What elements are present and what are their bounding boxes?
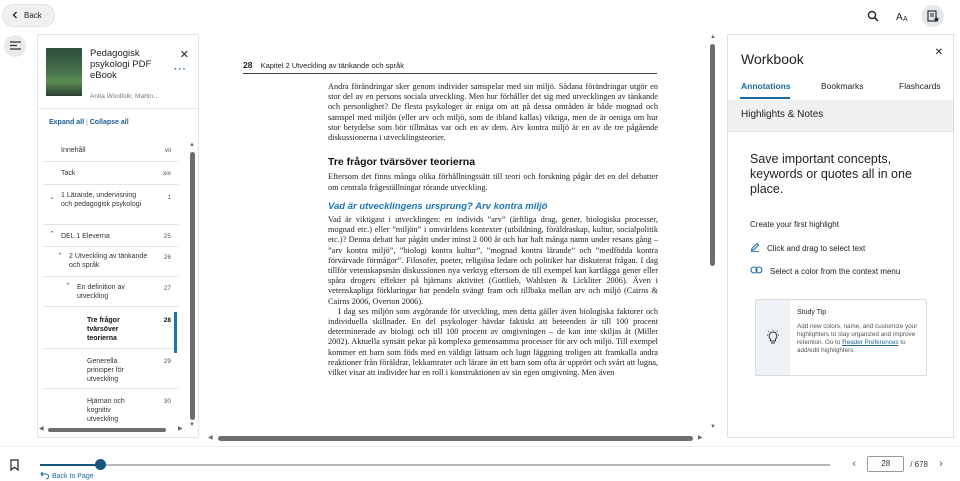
chevron-up-icon[interactable]: ⌃ [57, 253, 63, 260]
svg-text:A: A [903, 16, 908, 23]
close-icon[interactable]: ✕ [934, 47, 943, 58]
top-bar [0, 0, 960, 32]
tab-bookmarks[interactable]: Bookmarks [821, 81, 864, 91]
reader-vertical-scrollbar[interactable] [710, 44, 715, 266]
back-to-page-link[interactable]: Back to Page [40, 471, 94, 481]
step-color: Select a color from the context menu [750, 266, 900, 276]
section-heading: Tre frågor tvärsöver teorierna [328, 156, 476, 169]
search-icon[interactable] [862, 5, 884, 27]
study-tip-card [755, 299, 927, 376]
svg-text:A: A [896, 12, 903, 23]
toc-item[interactable]: ⌃ DEL 1 Eleverna 25 [43, 225, 179, 247]
previous-page-button[interactable]: ‹ [852, 458, 857, 470]
workbook-icon[interactable] [922, 5, 944, 27]
toc-item-current[interactable]: Tre frågor tvärsöver teorierna 28 [43, 307, 179, 349]
pencil-icon [750, 242, 760, 254]
back-button[interactable] [2, 4, 55, 27]
page-navigation [847, 456, 948, 472]
tab-flashcards[interactable]: Flashcards [899, 81, 941, 91]
create-highlight-label: Create your first highlight [750, 220, 839, 229]
reader-scroll-left-icon[interactable]: ◀ [208, 435, 213, 441]
workbook-tabs [728, 79, 953, 99]
reader-preferences-link[interactable]: Reader Preferences [842, 339, 899, 346]
paragraph: Eftersom det finns många olika förhållningssätt till teori och forskning pågår det en del debatter om centrala frågeställningar rörande utveckling. [328, 172, 658, 192]
more-options-icon[interactable]: ··· [174, 64, 187, 75]
toc-scroll-left-icon[interactable]: ◀ [39, 426, 44, 432]
lightbulb-icon [756, 300, 790, 375]
book-header [38, 35, 198, 109]
toc-scroll-up-icon[interactable]: ▲ [189, 142, 195, 148]
highlights-notes-header [728, 100, 953, 132]
divider: | [85, 119, 88, 126]
empty-state-message: Save important concepts, keywords or quotes all in one place. [750, 152, 912, 196]
page-body[interactable] [328, 82, 658, 378]
header-rule [243, 73, 657, 74]
font-size-icon[interactable] [892, 5, 914, 27]
reader-horizontal-scrollbar[interactable] [218, 436, 693, 441]
toc-item[interactable]: ⌃ En definition av utveckling 27 [43, 277, 179, 307]
book-cover [46, 48, 82, 96]
active-tab-underline [740, 97, 790, 99]
tab-annotations[interactable]: Annotations [741, 81, 791, 91]
chevron-up-icon[interactable]: ⌃ [65, 283, 71, 290]
page-slider-fill [40, 464, 100, 466]
book-title: Pedagogisk psykologi PDF eBook [90, 48, 152, 81]
toc-list [43, 137, 179, 423]
back-label: Back [24, 11, 42, 20]
color-palette-icon [750, 266, 763, 276]
toc-item[interactable]: Generella principer för utveckling 29 [43, 349, 179, 389]
chapter-title: Kapitel 2 Utveckling av tänkande och språk [260, 61, 404, 70]
workbook-title: Workbook [741, 51, 804, 67]
toc-item[interactable]: Innehåll vii [43, 137, 179, 162]
paragraph: I dag ses miljön som avgörande för utveckling, men detta gäller även biologiska faktorer och individuella skillnader. En del psykologer hävdar faktiskt att beteenden är till 100 procent determinerade av biologi och till 100 procent av omgivningen – de kan inte skiljas åt (Miller 2002). Aktuella synsätt pekar på komplexa gemensamma processer för arv och miljö. Till exempel kommer ett barn som föds med en väldigt lättsam och lugn läggning troligen att framkalla andra reaktioner från föräldrar, lekkamrater och lärare än ett barn som ofta är upprört och svårt att lugna, vilket visar att individer har en roll i konstruktionen av sin egen omgivning. Men även [328, 306, 658, 378]
page-header [243, 60, 404, 70]
chevron-left-icon [11, 11, 19, 21]
study-tip-title: Study Tip [797, 309, 827, 316]
workbook-panel [727, 34, 954, 438]
reader-scroll-up-icon[interactable]: ▲ [710, 34, 716, 40]
toc-item[interactable]: ⌄ 1 Lärande, undervisning och pedagogisk psykologi 1 [43, 185, 179, 225]
reader-scroll-down-icon[interactable]: ▼ [710, 424, 716, 430]
chevron-down-icon[interactable]: ⌄ [49, 194, 55, 201]
reader-page [205, 32, 720, 442]
next-page-button[interactable]: › [939, 458, 943, 470]
collapse-all-link[interactable]: Collapse all [89, 119, 129, 126]
undo-arrow-icon [40, 471, 49, 481]
toc-item[interactable]: Tack xix [43, 162, 179, 185]
chevron-up-icon[interactable]: ⌃ [49, 231, 55, 238]
bottom-bar [0, 446, 960, 481]
paragraph: Andra förändringar sker genom individer samspelar med sin miljö. Sådana förändringar utgör en stor del av en persons sociala utveckling. Men hur förhåller det sig med utvecklingen av tänkande och personlighet? De flesta psykologer är eniga om att på dessa områden är både mognad och samspel med miljön (eller arv och miljö, som de ibland kallas) viktiga, men de är oeniga om hur stor betydelse som bör tillmätas var och en av dem. Arv kontra miljö är en av de tre pågående diskussionerna i utvecklingsteorier. [328, 82, 658, 143]
page-number-input[interactable]: 28 [867, 456, 904, 472]
paragraph: Vad är viktigast i utvecklingen: en individs ”arv” (ärftliga drag, gener, biologiska processer, mognad etc.) eller ”miljön” i omvärldens kontexter (utbildning, föräldraskap, kultur, socialpolitik etc.)? Denna debatt har pågått under minst 2 000 år och har haft många namn under resans gång – ”arv kontra miljö”, ”biologi kontra kultur”, ”mognad kontra lärande” och ”medfödda kontra förvärvade förmågor”. Filosofer, poeter, religiösa ledare och politiker har diskuterat frågan. I dag tillför vetenskapsmän diskussionen nya verktyg eftersom de till exempel kan kartlägga gener eller spåra drogers effekter på hjärnans aktivitet (Gottlieb, Wahlsten & Lickliter 2006). Även i vetenskapliga förklaringar har pendeln svängt fram och tillbaka mellan arv och miljö (Cairns & Cairns 2006, Overton 2006). [328, 215, 658, 306]
book-author: Anita Woolfolk; Martin… [90, 93, 160, 100]
total-pages: / 678 [910, 459, 928, 469]
expand-all-link[interactable]: Expand all [49, 119, 85, 126]
subsection-heading: Vad är utvecklingens ursprung? Arv kontra miljö [328, 200, 548, 212]
subhead-label: Highlights & Notes [741, 109, 824, 120]
current-item-indicator [174, 312, 177, 353]
toc-vertical-scrollbar[interactable] [190, 152, 195, 420]
reader-scroll-right-icon[interactable]: ▶ [698, 435, 703, 441]
step-drag: Click and drag to select text [750, 242, 865, 254]
page-number: 28 [243, 60, 253, 70]
toc-item[interactable]: ⌃ 2 Utveckling av tänkande och språk 26 [43, 247, 179, 277]
toc-horizontal-scrollbar[interactable] [48, 428, 166, 432]
toc-item[interactable]: Hjärnan och kognitiv utveckling 30 [87, 398, 171, 423]
page-slider-handle[interactable] [95, 459, 106, 470]
toc-scroll-down-icon[interactable]: ▼ [189, 422, 195, 428]
menu-icon [10, 37, 21, 55]
bookmark-icon[interactable] [10, 458, 19, 476]
left-rail [0, 32, 30, 442]
study-tip-text: Add new colors, name, and customize your highlighters to stay organized and improve retention. Go to Reader Preferences to add/edit highlighters. [797, 323, 918, 354]
page-slider-track[interactable] [40, 464, 830, 466]
toc-toggle-button[interactable] [4, 35, 26, 57]
close-icon[interactable]: ✕ [179, 49, 189, 61]
toc-scroll-right-icon[interactable]: ▶ [178, 426, 183, 432]
expand-collapse-row [49, 119, 129, 126]
